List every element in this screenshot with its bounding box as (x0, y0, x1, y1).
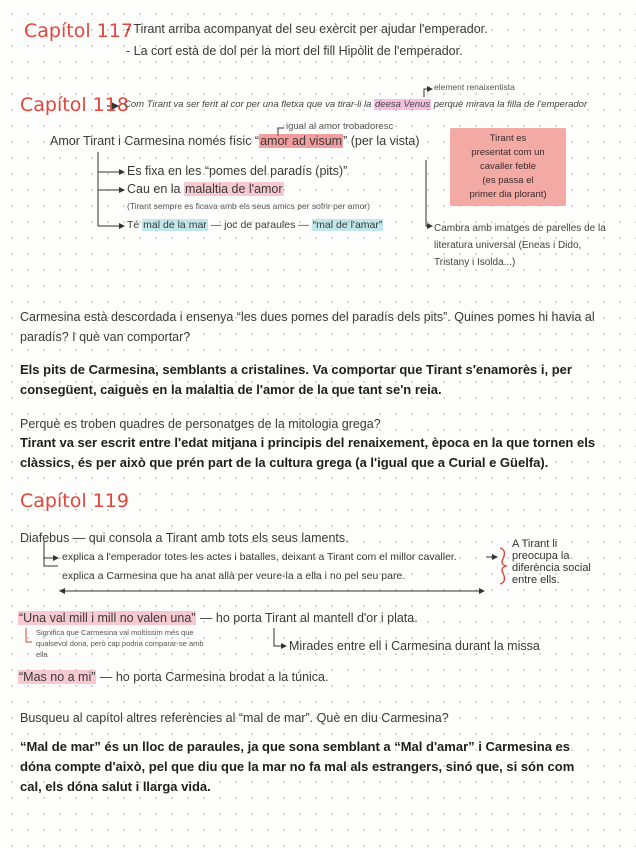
quote-1-note-line: qualsevol dona, però cap podria comparar-se amb (36, 639, 204, 648)
question-3: Busqueu al capítol altres referències al “mal de mar”. Què en diu Carmesina? (20, 711, 449, 725)
side-note-line: Tristany i Isolda...) (434, 257, 516, 268)
quote-1-highlight: “Una val mill i mill no valen una” (19, 611, 196, 625)
question-1: Carmesina està descordada i ensenya “les dues pomes del paradís dels pits”. Quines pomes hi havia al paradís? I què van comportar? (20, 310, 595, 344)
brace-note-line: diferència social (512, 562, 591, 574)
answer-2: Tirant va ser escrit entre l'edat mitjana i principis del renaixement, època en la que tornen els clàssics, és per això que prén part de la cultura grega (a l'igual que a Curial e Güelfa). (20, 435, 596, 470)
quote-1-rest: — ho porta Tirant al mantell d'or i plata. (196, 611, 418, 625)
quote-1-line (18, 611, 418, 625)
chapter-119-title: Capítol 119 (20, 490, 129, 512)
quote-1-note-line: ella (36, 650, 48, 659)
quote-2-highlight: “Mas no a mi” (19, 670, 96, 684)
ch118-branch-2-note: (Tirant sempre es ficava amb els seus amics per sofrir per amor) (127, 201, 370, 211)
ch118-branch-3-mid: — joc de paraules — (207, 219, 312, 231)
ch118-arrow-line-post: perquè mirava la filla de l'emperador (431, 99, 588, 110)
ch118-arrow-line-highlight: deesa Venus (375, 99, 431, 110)
ch118-branch-1: Es fixa en les “pomes del paradís (pits)” (127, 164, 348, 178)
ch118-branch-3 (127, 219, 383, 231)
ch118-main-post: ” (per la vista) (343, 134, 420, 148)
note-box-tirant-feble (450, 128, 566, 206)
ch118-branch-2-highlight: malaltia de l'amor (184, 182, 283, 196)
answer-1: Els pits de Carmesina, semblants a cristalines. Va comportar que Tirant s'enamorès i, per consegüent, caiguès en la malaltia de l'amor de la que tant se'n reia. (20, 362, 572, 397)
ch118-arrow-line (124, 99, 587, 110)
brace-note-social (512, 538, 591, 586)
diafebus-line: Diafebus — qui consola a Tirant amb tots els seus laments. (20, 531, 349, 545)
chapter-118-title: Capítol 118 (20, 94, 129, 116)
side-note-line: Cambra amb imatges de parelles de la (434, 223, 606, 234)
quote-1-side: Mirades entre ell i Carmesina durant la missa (289, 639, 540, 653)
ch118-branch-3-pre: Té (127, 219, 143, 231)
ch117-line-1: - Tirant arriba acompanyat del seu exèrcit per ajudar l'emperador. (126, 22, 488, 36)
note-box-line: Tirant es (489, 133, 527, 144)
side-note-cambra (434, 220, 606, 271)
ch118-arrow-line-pre: Com Tirant va ser ferit al cor per una fletxa que va tirar-li la (124, 99, 375, 110)
note-box-line: (es passa el (482, 175, 534, 186)
side-note-line: literatura universal (Eneas i Dido, (434, 240, 582, 251)
quote-2-line (18, 670, 328, 684)
ch118-main-highlight: amor ad visum (260, 134, 343, 148)
note-box-line: primer dia plorant) (469, 189, 547, 200)
quote-2-rest: — ho porta Carmesina brodat a la túnica. (96, 670, 329, 684)
question-2: Perquè es troben quadres de personatges de la mitologia grega? (20, 417, 381, 431)
brace-note-line: entre ells. (512, 574, 560, 586)
brace-note-line: preocupa la (512, 550, 570, 562)
ch118-branch-2-pre: Cau en la (127, 182, 184, 196)
quote-1-note (36, 627, 204, 660)
small-label-trobadoresc: igual al amor trobadoresc (286, 121, 394, 132)
note-box-line: cavaller feble (480, 161, 536, 172)
ch118-branch-3-highlight: mal de la mar (143, 219, 207, 231)
diafebus-sub-2: explica a Carmesina que ha anat allà per veure-la a ella i no pel seu pare. (62, 570, 406, 582)
diafebus-sub-1: explica a l'emperador totes les actes i batalles, deixant a Tirant com el millor cavaller. (62, 551, 457, 563)
answer-3: “Mal de mar” és un lloc de paraules, ja que sona semblant a “Mal d'amar” i Carmesina es dóna compte d'això, pel que diu que la mar no fa mal als estrangers, sinó que, si són com cal, els dóna salut i llarga vida. (20, 739, 575, 794)
brace-note-line: A Tirant li (512, 538, 558, 550)
quote-1-note-line: Significa que Carmesina val moltíssim més que (36, 628, 194, 637)
ch118-main-pre: Amor Tirant i Carmesina només físic “ (50, 134, 260, 148)
ch118-branch-3-highlight-2: “mal de l'amar” (312, 219, 383, 231)
note-box-line: presentat com un (471, 147, 545, 158)
ch117-line-2: - La cort està de dol per la mort del fill Hipòlit de l'emperador. (126, 44, 463, 58)
ch118-branch-2 (127, 182, 284, 196)
chapter-117-title: Capítol 117 (24, 20, 133, 42)
ch118-main-line (50, 134, 419, 148)
annotation-element-renaixentista: element renaixentista (434, 82, 515, 92)
